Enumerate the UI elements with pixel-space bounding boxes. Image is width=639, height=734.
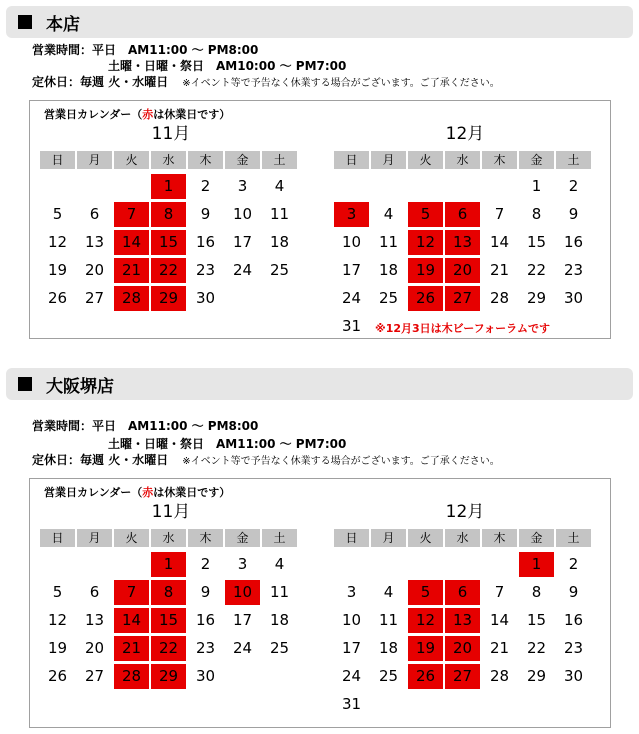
weekday-header <box>40 529 302 547</box>
day-cell: 29 <box>526 667 547 685</box>
day-cell: 23 <box>563 639 584 657</box>
weekday-cell: 水 <box>445 151 480 169</box>
holiday-value: 毎週 火・水曜日 <box>80 75 169 89</box>
month-note: ※12月3日は木ビーフォーラムです <box>375 322 551 335</box>
day-cell: 27 <box>84 289 105 307</box>
weekday-cell: 金 <box>519 529 554 547</box>
closed-day-cell: 29 <box>151 286 186 311</box>
month-label: 11月 <box>151 124 191 144</box>
hours-weekend: 土曜・日曜・祭日 AM11:00 ～ PM7:00 <box>108 437 347 451</box>
store-header <box>6 6 633 38</box>
closed-day-cell: 28 <box>114 664 149 689</box>
closed-day-cell: 7 <box>114 202 149 227</box>
closed-day-cell: 8 <box>151 580 186 605</box>
day-cell: 23 <box>195 261 216 279</box>
closed-day-cell: 1 <box>151 552 186 577</box>
day-cell: 2 <box>568 555 579 573</box>
day-cell: 15 <box>526 611 547 629</box>
hours-weekday: 平日 AM11:00 ～ PM8:00 <box>92 43 259 57</box>
closed-day-cell: 21 <box>114 636 149 661</box>
weekday-cell: 日 <box>40 529 75 547</box>
weekday-header <box>40 151 302 169</box>
calendar-title-red: 赤 <box>142 486 154 499</box>
weekday-cell: 木 <box>188 151 223 169</box>
day-cell: 15 <box>526 233 547 251</box>
calendar-title-red: 赤 <box>142 108 154 121</box>
square-bullet-icon <box>18 377 32 391</box>
day-cell: 19 <box>47 261 68 279</box>
day-cell: 16 <box>195 611 216 629</box>
day-cell: 16 <box>195 233 216 251</box>
day-cell: 14 <box>489 233 510 251</box>
closed-day-cell: 12 <box>408 230 443 255</box>
closed-day-cell: 15 <box>151 230 186 255</box>
closed-day-cell: 7 <box>114 580 149 605</box>
day-cell: 24 <box>341 667 362 685</box>
closed-day-cell: 1 <box>151 174 186 199</box>
weekday-cell: 金 <box>225 151 260 169</box>
weekday-cell: 水 <box>445 529 480 547</box>
weekday-cell: 水 <box>151 151 186 169</box>
weekday-cell: 日 <box>334 529 369 547</box>
day-cell: 29 <box>526 289 547 307</box>
day-cell: 11 <box>378 233 399 251</box>
closed-day-cell: 20 <box>445 258 480 283</box>
month-label: 11月 <box>151 502 191 522</box>
business-hours <box>32 42 258 58</box>
weekday-cell: 日 <box>334 151 369 169</box>
closed-day-cell: 22 <box>151 636 186 661</box>
hours-weekend: 土曜・日曜・祭日 AM10:00 ～ PM7:00 <box>108 59 347 73</box>
day-cell: 17 <box>232 233 253 251</box>
day-cell: 17 <box>341 261 362 279</box>
weekday-cell: 月 <box>371 529 406 547</box>
business-hours <box>32 418 258 434</box>
day-cell: 22 <box>526 639 547 657</box>
closed-day-cell: 14 <box>114 608 149 633</box>
day-cell: 25 <box>269 639 290 657</box>
closed-day-cell: 27 <box>445 664 480 689</box>
day-cell: 28 <box>489 289 510 307</box>
day-cell: 4 <box>383 205 394 223</box>
closed-day-cell: 6 <box>445 580 480 605</box>
closed-day-cell: 15 <box>151 608 186 633</box>
day-cell: 11 <box>269 205 290 223</box>
holiday-note: ※イベント等で予告なく休業する場合がございます。ご了承ください。 <box>182 456 500 467</box>
weekday-cell: 土 <box>556 151 591 169</box>
day-cell: 2 <box>200 177 211 195</box>
regular-holiday <box>32 452 500 470</box>
day-cell: 4 <box>383 583 394 601</box>
day-cell: 16 <box>563 233 584 251</box>
weekday-cell: 火 <box>114 151 149 169</box>
closed-day-cell: 19 <box>408 636 443 661</box>
day-cell: 31 <box>341 695 362 713</box>
day-cell: 18 <box>269 233 290 251</box>
weekday-cell: 火 <box>114 529 149 547</box>
day-cell: 10 <box>341 233 362 251</box>
closed-day-cell: 27 <box>445 286 480 311</box>
weekday-cell: 火 <box>408 151 443 169</box>
day-cell: 21 <box>489 261 510 279</box>
business-hours-weekend <box>108 58 346 74</box>
weekday-cell: 金 <box>519 151 554 169</box>
day-cell: 24 <box>232 261 253 279</box>
day-cell: 8 <box>531 205 542 223</box>
weekday-cell: 木 <box>188 529 223 547</box>
weekday-header <box>334 529 596 547</box>
day-cell: 28 <box>489 667 510 685</box>
closed-day-cell: 13 <box>445 230 480 255</box>
calendar-title-pre: 営業日カレンダー（ <box>44 486 143 499</box>
day-cell: 13 <box>84 233 105 251</box>
closed-day-cell: 26 <box>408 286 443 311</box>
day-cell: 11 <box>269 583 290 601</box>
weekday-header <box>334 151 596 169</box>
weekday-cell: 木 <box>482 151 517 169</box>
day-cell: 31 <box>341 317 362 335</box>
day-cell: 3 <box>237 177 248 195</box>
day-cell: 18 <box>378 639 399 657</box>
day-cell: 20 <box>84 261 105 279</box>
day-cell: 30 <box>195 289 216 307</box>
day-cell: 7 <box>494 205 505 223</box>
weekday-cell: 月 <box>371 151 406 169</box>
closed-day-cell: 12 <box>408 608 443 633</box>
day-cell: 4 <box>274 555 285 573</box>
closed-day-cell: 28 <box>114 286 149 311</box>
holiday-value: 毎週 火・水曜日 <box>80 453 169 467</box>
day-cell: 9 <box>200 205 211 223</box>
day-cell: 10 <box>341 611 362 629</box>
regular-holiday <box>32 74 500 92</box>
day-cell: 2 <box>200 555 211 573</box>
business-calendar <box>29 478 611 728</box>
business-calendar <box>29 100 611 339</box>
day-cell: 24 <box>232 639 253 657</box>
weekday-cell: 火 <box>408 529 443 547</box>
day-cell: 27 <box>84 667 105 685</box>
store-name: 本店 <box>46 14 80 35</box>
store-header <box>6 368 633 400</box>
closed-day-cell: 19 <box>408 258 443 283</box>
day-cell: 2 <box>568 177 579 195</box>
day-cell: 17 <box>232 611 253 629</box>
closed-day-cell: 1 <box>519 552 554 577</box>
calendar-title-post: は休業日です） <box>153 108 231 121</box>
month-label: 12月 <box>445 502 485 522</box>
weekday-cell: 月 <box>77 529 112 547</box>
closed-day-cell: 8 <box>151 202 186 227</box>
day-cell: 6 <box>89 205 100 223</box>
hours-weekday: 平日 AM11:00 ～ PM8:00 <box>92 419 259 433</box>
day-cell: 5 <box>52 205 63 223</box>
day-cell: 25 <box>378 289 399 307</box>
business-hours-weekend <box>108 436 346 452</box>
day-cell: 23 <box>563 261 584 279</box>
holiday-label: 定休日： <box>32 453 81 467</box>
day-cell: 1 <box>531 177 542 195</box>
closed-day-cell: 3 <box>334 202 369 227</box>
closed-day-cell: 20 <box>445 636 480 661</box>
day-cell: 7 <box>494 583 505 601</box>
hours-label: 営業時間： <box>32 419 93 433</box>
day-cell: 10 <box>232 205 253 223</box>
month-label: 12月 <box>445 124 485 144</box>
closed-day-cell: 29 <box>151 664 186 689</box>
calendar-title-post: は休業日です） <box>153 486 231 499</box>
calendar-title <box>44 106 230 122</box>
holiday-note: ※イベント等で予告なく休業する場合がございます。ご了承ください。 <box>182 78 500 89</box>
day-cell: 12 <box>47 611 68 629</box>
holiday-label: 定休日： <box>32 75 81 89</box>
day-cell: 13 <box>84 611 105 629</box>
day-cell: 4 <box>274 177 285 195</box>
closed-day-cell: 10 <box>225 580 260 605</box>
weekday-cell: 土 <box>556 529 591 547</box>
store-name: 大阪堺店 <box>46 376 114 397</box>
closed-day-cell: 6 <box>445 202 480 227</box>
weekday-cell: 土 <box>262 529 297 547</box>
weekday-cell: 土 <box>262 151 297 169</box>
day-cell: 18 <box>378 261 399 279</box>
weekday-cell: 水 <box>151 529 186 547</box>
closed-day-cell: 5 <box>408 202 443 227</box>
hours-label: 営業時間： <box>32 43 93 57</box>
weekday-cell: 木 <box>482 529 517 547</box>
closed-day-cell: 21 <box>114 258 149 283</box>
day-cell: 30 <box>563 289 584 307</box>
weekday-cell: 月 <box>77 151 112 169</box>
day-cell: 25 <box>378 667 399 685</box>
calendar-title <box>44 484 230 500</box>
day-cell: 11 <box>378 611 399 629</box>
day-cell: 21 <box>489 639 510 657</box>
day-cell: 8 <box>531 583 542 601</box>
day-cell: 16 <box>563 611 584 629</box>
weekday-cell: 日 <box>40 151 75 169</box>
weekday-cell: 金 <box>225 529 260 547</box>
square-bullet-icon <box>18 15 32 29</box>
day-cell: 3 <box>346 583 357 601</box>
day-cell: 24 <box>341 289 362 307</box>
day-cell: 9 <box>568 205 579 223</box>
day-cell: 17 <box>341 639 362 657</box>
closed-day-cell: 22 <box>151 258 186 283</box>
day-cell: 20 <box>84 639 105 657</box>
day-cell: 26 <box>47 667 68 685</box>
day-cell: 30 <box>195 667 216 685</box>
day-cell: 25 <box>269 261 290 279</box>
day-cell: 9 <box>200 583 211 601</box>
day-cell: 6 <box>89 583 100 601</box>
day-cell: 23 <box>195 639 216 657</box>
day-cell: 12 <box>47 233 68 251</box>
closed-day-cell: 5 <box>408 580 443 605</box>
day-cell: 5 <box>52 583 63 601</box>
closed-day-cell: 26 <box>408 664 443 689</box>
day-cell: 9 <box>568 583 579 601</box>
closed-day-cell: 13 <box>445 608 480 633</box>
day-cell: 19 <box>47 639 68 657</box>
day-cell: 3 <box>237 555 248 573</box>
calendar-title-pre: 営業日カレンダー（ <box>44 108 143 121</box>
day-cell: 30 <box>563 667 584 685</box>
day-cell: 14 <box>489 611 510 629</box>
day-cell: 18 <box>269 611 290 629</box>
day-cell: 22 <box>526 261 547 279</box>
day-cell: 26 <box>47 289 68 307</box>
closed-day-cell: 14 <box>114 230 149 255</box>
